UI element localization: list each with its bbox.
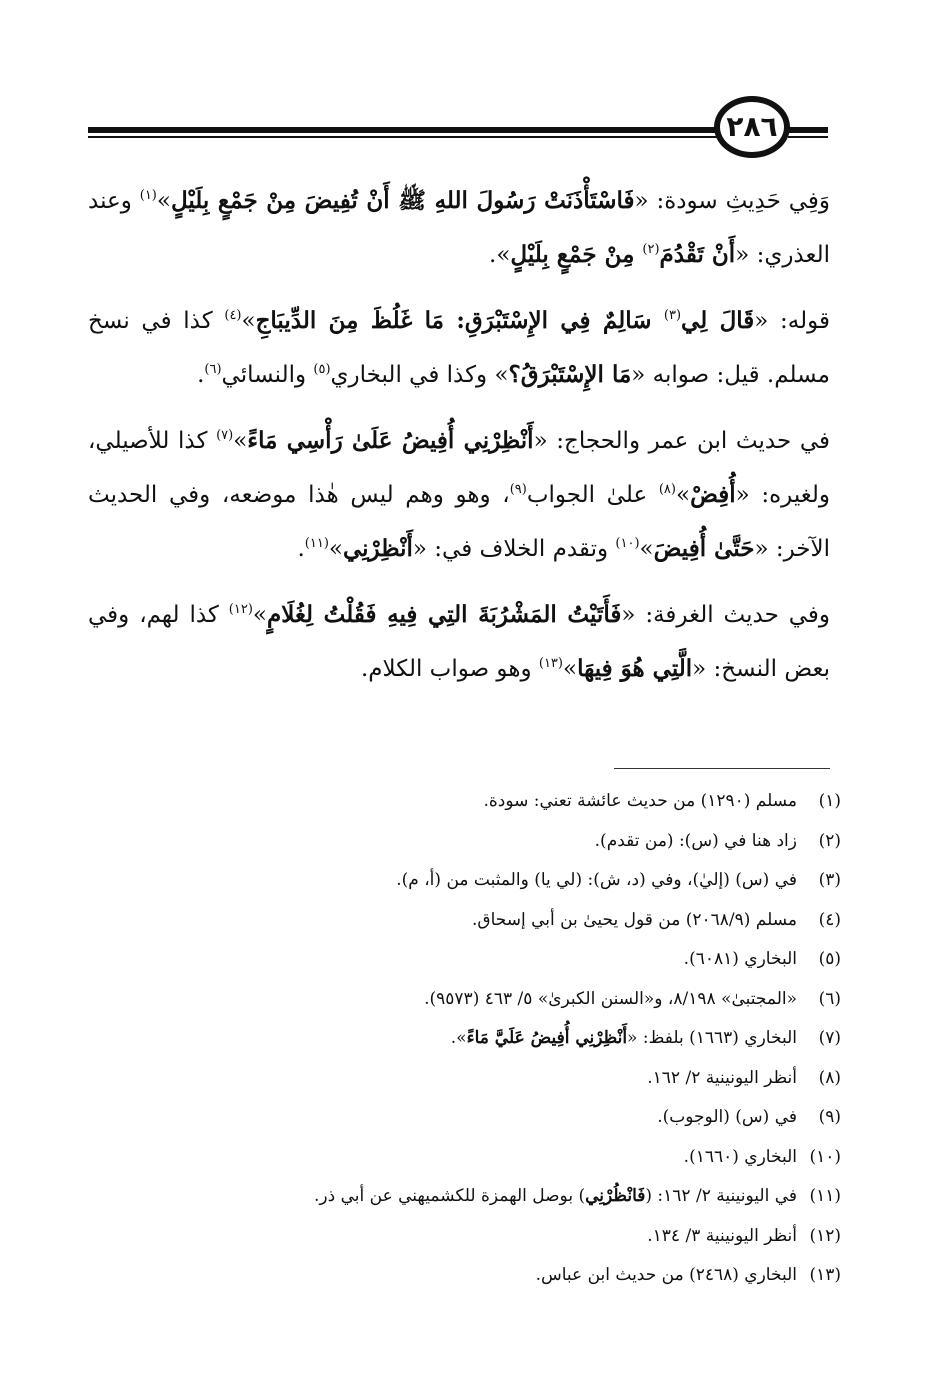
footnote-ref: (١) [139, 188, 157, 203]
text-run: » [241, 308, 256, 334]
page-number: ٢٨٦ [714, 96, 790, 158]
text-run: » [252, 602, 267, 628]
footnote-text: أنظر اليونينية ٣/ ١٣٤. [647, 1225, 797, 1246]
footnote-ref: (٥) [313, 362, 331, 377]
text-run: » [233, 428, 248, 454]
text-run: ، وهو وهم ليس هٰذا موضعه، وفي الحديث الآخر: « [88, 482, 830, 562]
footnote-number: (٦) [818, 988, 841, 1009]
text-run: . [197, 362, 205, 388]
footnote-ref: (٧) [216, 428, 234, 443]
text-run: ». [489, 242, 511, 268]
hadith-quote: فَاسْتَأْذَنَتْ رَسُولَ اللهِ ﷺ أَنْ تُفِيضَ مِنْ جَمْعٍ بِلَيْلٍ [170, 187, 635, 214]
footnote-13 [201, 1256, 841, 1296]
header-rule-right-thick [788, 127, 828, 133]
footnote-5 [201, 940, 841, 980]
main-text [88, 174, 830, 708]
footnote-ref: (٨) [658, 482, 676, 497]
header-rule-thin [88, 136, 728, 138]
footnote-number: (٣) [818, 870, 841, 890]
text-run: كذا في نسخ مسلم. قيل: صوابه « [88, 308, 830, 388]
text-run: » [639, 536, 654, 562]
footnotes [201, 782, 841, 1296]
footnote-ref: (١٣) [538, 656, 563, 671]
text-run: وهو صواب الكلام. [360, 656, 539, 682]
hadith-quote: أُفِضْ [690, 481, 736, 508]
header-rule-thick [88, 127, 728, 133]
footnote-number: (١٠) [809, 1146, 841, 1167]
footnote-quote: أَنْظِرْنِي أُفِيضُ عَلَيَّ مَاءً [466, 1028, 628, 1048]
text-run: » [563, 656, 578, 682]
footnote-9 [201, 1098, 841, 1138]
footnote-ref: (١٢) [228, 602, 253, 617]
hadith-quote: فَأَتَيْتُ المَشْرُبَةَ التِي فِيهِ فَقُلْتُ لِغُلَامٍ [267, 601, 622, 628]
footnote-1 [201, 782, 841, 822]
footnote-4 [201, 901, 841, 941]
footnote-text: البخاري (١٦٦٣) بلفظ: « [627, 1028, 797, 1048]
footnote-text: في (س) (إليٰ)، وفي (د، ش): (لي يا) والمثبت من (أ، م). [396, 870, 797, 890]
footnote-quote: فَانْظُرْنِي [585, 1186, 646, 1206]
text-run: » [675, 482, 691, 508]
footnote-text: ». [450, 1028, 467, 1048]
hadith-quote: مَا الإِسْتَبْرَقُ؟ [508, 361, 632, 388]
hadith-quote: أَنْظِرْنِي أُفِيضُ عَلَىٰ رَأْسِي مَاءً [247, 427, 534, 454]
footnote-separator [614, 768, 830, 769]
paragraph-2 [88, 294, 830, 402]
hadith-quote: قَالَ لِي [681, 307, 755, 334]
text-run: » وكذا في البخاري [330, 362, 509, 388]
footnote-8 [201, 1059, 841, 1099]
footnote-10 [201, 1138, 841, 1178]
hadith-quote: الَّتِي هُوَ فِيهَا [577, 655, 693, 682]
footnote-text: البخاري (٢٤٦٨) من حديث ابن عباس. [535, 1265, 797, 1285]
footnote-2 [201, 822, 841, 862]
footnote-number: (١٣) [809, 1265, 841, 1285]
footnote-3 [201, 861, 841, 901]
footnote-text: «المجتبىٰ» ٨/١٩٨، و«السنن الكبرىٰ» ٥/ ٤٦٣ (٩٥٧٣). [424, 988, 797, 1009]
footnote-number: (٢) [818, 830, 841, 851]
footnote-number: (٤) [818, 909, 841, 930]
text-run: كذا لهم، وفي بعض النسخ: « [88, 602, 830, 682]
header-rule-right-thin [788, 136, 828, 138]
footnote-ref: (٦) [204, 362, 222, 377]
hadith-quote: سَالِمٌ فِي الإِسْتَبْرَقِ: مَا غَلُظَ مِنَ الدِّيبَاجِ [255, 307, 664, 334]
footnote-text: ) بوصل الهمزة للكشميهني عن أبي ذر. [314, 1186, 586, 1206]
hadith-quote: مِنْ جَمْعٍ بِلَيْلٍ [510, 241, 643, 268]
footnote-text: زاد هنا في (س): (من تقدم). [594, 830, 797, 851]
footnote-text: في (س) (الوجوب). [657, 1107, 797, 1127]
footnote-number: (١) [818, 791, 841, 811]
footnote-11 [201, 1177, 841, 1217]
footnote-7 [201, 1019, 841, 1059]
hadith-quote: حَتَّىٰ أُفِيضَ [653, 535, 755, 562]
text-run: . [297, 536, 305, 562]
text-run: علىٰ الجواب [526, 482, 659, 508]
footnote-ref: (١١) [304, 536, 329, 551]
footnote-number: (٩) [818, 1107, 841, 1127]
footnote-text: البخاري (٦٠٨١). [683, 949, 797, 969]
text-run: وعند العذري: « [88, 188, 830, 268]
text-run: قوله: « [754, 308, 831, 334]
footnote-number: (٥) [818, 949, 841, 969]
paragraph-1 [88, 174, 830, 282]
footnote-text: في اليونينية ٢/ ١٦٢: ( [645, 1186, 797, 1206]
footnote-text: مسلم (١٢٩٠) من حديث عائشة تعني: سودة. [483, 791, 797, 811]
paragraph-3 [88, 414, 830, 576]
text-run: » [328, 536, 343, 562]
footnote-6 [201, 980, 841, 1020]
footnote-number: (٧) [818, 1028, 841, 1048]
footnote-number: (١٢) [809, 1225, 841, 1246]
footnote-text: أنظر اليونينية ٢/ ١٦٢. [647, 1067, 797, 1088]
text-run: » [156, 188, 171, 214]
footnote-ref: (٤) [224, 308, 242, 323]
text-run: كذا للأصيلي، ولغيره: « [88, 428, 830, 508]
footnote-ref: (١٠) [615, 536, 640, 551]
paragraph-4 [88, 588, 830, 696]
text-run: في حديث ابن عمر والحجاج: « [533, 428, 830, 454]
hadith-quote: أَنْ تَقْدُمَ [659, 241, 736, 268]
footnote-ref: (٢) [642, 242, 660, 257]
footnote-number: (١١) [809, 1186, 841, 1206]
footnote-ref: (٩) [509, 482, 527, 497]
text-run: وَفِي حَدِيثِ سودة: « [634, 188, 830, 214]
text-run: وتقدم الخلاف في: « [412, 536, 616, 562]
footnote-ref: (٣) [663, 308, 682, 323]
text-run: وفي حديث الغرفة: « [621, 602, 830, 628]
footnote-number: (٨) [818, 1067, 841, 1088]
hadith-quote: أَنْظِرْنِي [342, 535, 413, 562]
footnote-12 [201, 1217, 841, 1257]
footnote-text: مسلم (٢٠٦٨/٩) من قول يحيىٰ بن أبي إسحاق. [471, 909, 797, 930]
text-run: والنسائي [221, 362, 314, 388]
page-header [88, 96, 828, 166]
footnote-text: البخاري (١٦٦٠). [683, 1146, 797, 1167]
